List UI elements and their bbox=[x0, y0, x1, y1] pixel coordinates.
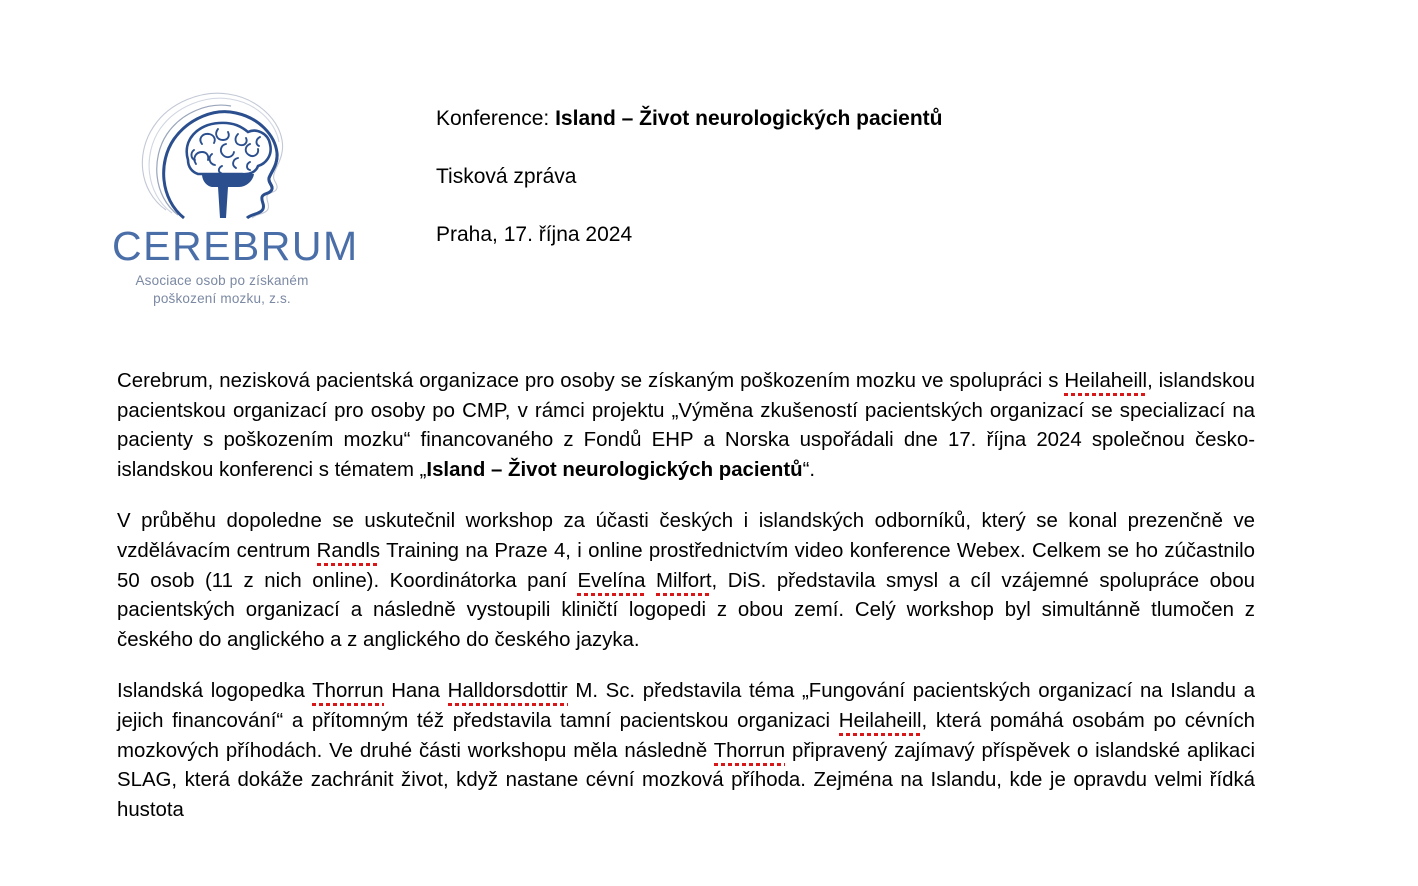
body-text-run: , DiS. představila smysl a cíl vzájemné spolupráce obou pacientských organizací a následně vystoupili kliničtí logopedi z obou zemí. Celý workshop byl simultánně tlumočen z českého do anglického a z anglického do českého jazyka. bbox=[117, 569, 1255, 651]
spellcheck-flagged-word[interactable]: Heilaheill bbox=[838, 709, 922, 732]
spellcheck-flagged-word[interactable]: Heilaheill bbox=[1064, 370, 1148, 392]
para-3 bbox=[117, 677, 1255, 825]
spellcheck-flagged-word[interactable]: Randls bbox=[316, 539, 381, 562]
body-text-run bbox=[645, 570, 656, 592]
emphasis-text: Island – Život neurologických pacientů bbox=[426, 458, 803, 481]
spellcheck-flagged-word[interactable]: Halldorsdottir bbox=[447, 680, 568, 703]
spellcheck-flagged-word[interactable]: Milfort bbox=[656, 569, 712, 592]
document-header bbox=[0, 0, 1418, 330]
body-text-run: V průběhu dopoledne se uskutečnil workshop za účasti českých i islandských odborníků, který se konal prezenčně ve vzdělávacím centrum bbox=[117, 510, 1255, 562]
para-2 bbox=[117, 507, 1255, 655]
body-text-run: Islandská logopedka bbox=[117, 680, 313, 703]
spellcheck-flagged-word[interactable]: Evelína bbox=[577, 569, 646, 592]
header-conference-title: Island – Život neurologických pacientů bbox=[555, 107, 943, 130]
body-text-run: , která pomáhá osobám po cévních mozkových příhodách. Ve druhé části workshopu měla následně bbox=[117, 709, 1255, 762]
body-text-run: Cerebrum, nezisková pacientská organizace pro osoby se získaným poškozením mozku ve spolupráci s bbox=[117, 370, 1065, 392]
spellcheck-flagged-word[interactable]: Thorrun bbox=[713, 739, 786, 762]
cerebrum-logo bbox=[112, 82, 359, 307]
body-text-run: , islandskou pacientskou organizací pro osoby po CMP, v rámci projektu „Výměna zkušeností pacientských organizací se specializací na pacienty s poškozením mozku“ financovaného z Fondů EHP a Norska uspořádali dne 17. října 2024 společnou česko-islandskou konferenci s tématem „ bbox=[117, 370, 1255, 481]
header-text-block bbox=[436, 108, 1266, 245]
body-text-run: Hana bbox=[383, 680, 448, 703]
para-1 bbox=[117, 367, 1255, 485]
logo-tagline bbox=[112, 272, 332, 308]
header-conference-prefix: Konference: bbox=[436, 107, 556, 130]
logo-tagline-line1: Asociace osob po získaném bbox=[135, 273, 309, 288]
header-conference-line bbox=[436, 108, 1266, 129]
header-doc-type: Tisková zpráva bbox=[436, 165, 577, 188]
head-profile-brain-icon bbox=[122, 82, 322, 222]
body-text-run: “. bbox=[802, 458, 816, 481]
document-body bbox=[117, 367, 1255, 825]
body-text-run: připravený zajímavý příspěvek o islandské aplikaci SLAG, která dokáže zachránit život, když nastane cévní mozková příhoda. Zejména na Islandu, kde je opravdu velmi řídká hustota bbox=[117, 739, 1255, 821]
header-place-date: Praha, 17. října 2024 bbox=[436, 223, 633, 246]
logo-tagline-line2: poškození mozku, z.s. bbox=[153, 291, 291, 307]
body-text-run: M. Sc. představila téma „Fungování pacientských organizací na Islandu a jejich financování“ a přítomným též představila tamní pacientskou organizaci bbox=[117, 680, 1256, 732]
body-text-run: Training na Praze 4, i online prostřednictvím video konference Webex. Celkem se ho zúčastnilo 50 osob (11 z nich online). Koordinátorka paní bbox=[117, 539, 1256, 592]
spellcheck-flagged-word[interactable]: Thorrun bbox=[312, 680, 384, 703]
logo-wordmark: CEREBRUM bbox=[112, 223, 359, 269]
